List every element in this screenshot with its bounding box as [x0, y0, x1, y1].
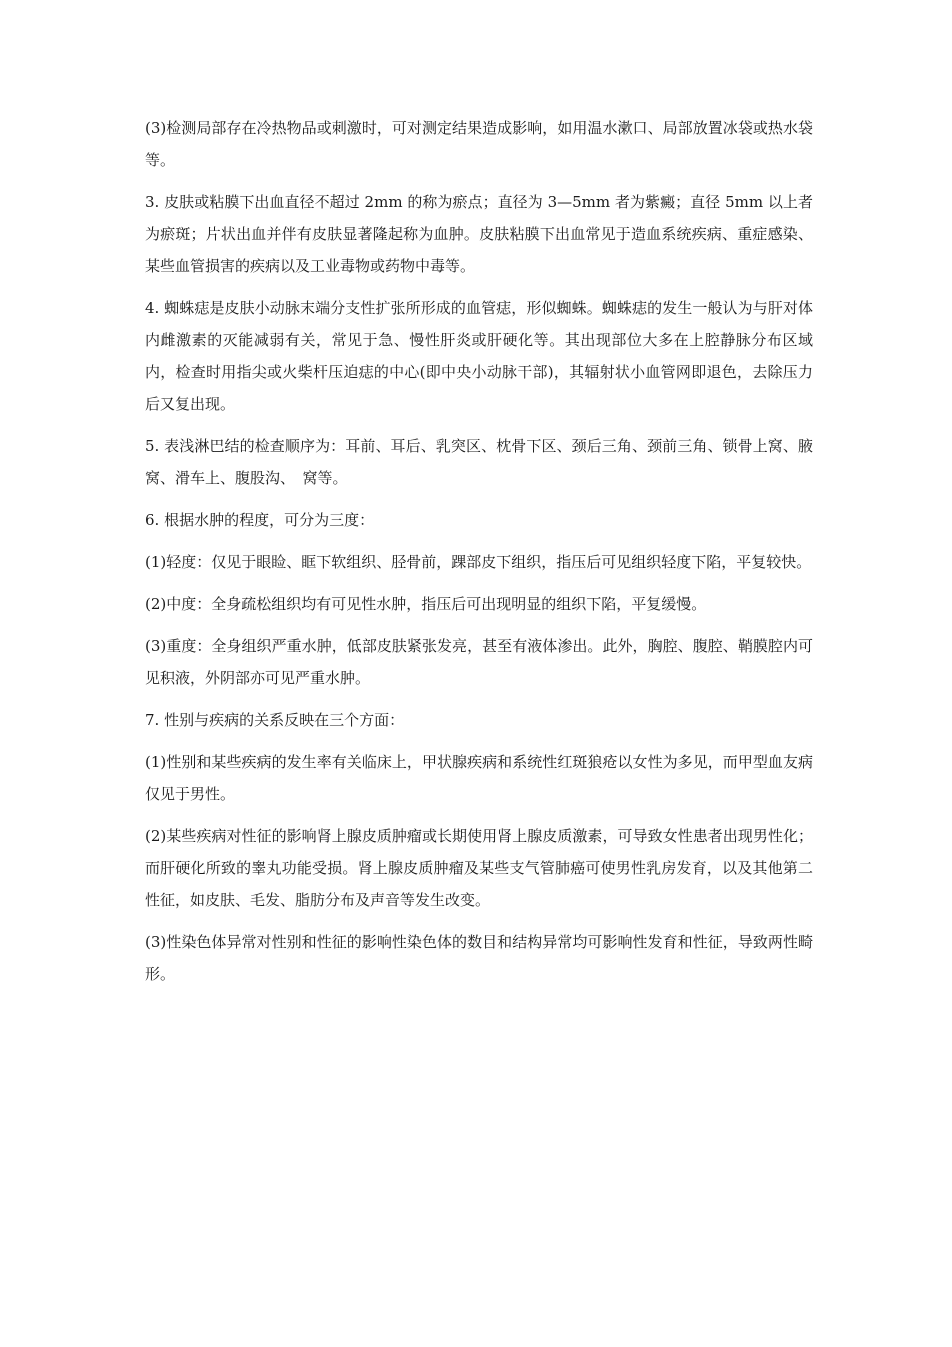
paragraph-sex-disease: 7. 性别与疾病的关系反映在三个方面： — [145, 711, 405, 729]
paragraph-temperature-note: (3)检测局部存在冷热物品或刺激时，可对测定结果造成影响，如用温水漱口、局部放置冰袋或热水袋等。 — [145, 119, 813, 169]
document-body — [145, 112, 813, 1000]
paragraph-edema-degrees: 6. 根据水肿的程度，可分为三度： — [145, 511, 375, 529]
paragraph-sex-chromosome: (3)性染色体异常对性别和性征的影响性染色体的数目和结构异常均可影响性发育和性征，导致两性畸形。 — [145, 933, 813, 983]
paragraph-edema-mild: (1)轻度：仅见于眼睑、眶下软组织、胫骨前，踝部皮下组织，指压后可见组织轻度下陷，平复较快。 — [145, 553, 812, 571]
paragraph-skin-bleeding: 3. 皮肤或粘膜下出血直径不超过 2mm 的称为瘀点；直径为 3—5mm 者为紫癜；直径 5mm 以上者为瘀斑；片状出血并伴有皮肤显著隆起称为血肿。皮肤粘膜下出血常见于造血系统疾病、重症感染、某些血管损害的疾病以及工业毒物或药物中毒等。 — [145, 193, 813, 275]
paragraph-lymph-node-order: 5. 表浅淋巴结的检查顺序为：耳前、耳后、乳突区、枕骨下区、颈后三角、颈前三角、锁骨上窝、腋窝、滑车上、腹股沟、 窝等。 — [145, 437, 813, 487]
paragraph-edema-severe: (3)重度：全身组织严重水肿，低部皮肤紧张发亮，甚至有液体渗出。此外，胸腔、腹腔、鞘膜腔内可见积液，外阴部亦可见严重水肿。 — [145, 637, 813, 687]
paragraph-sex-incidence: (1)性别和某些疾病的发生率有关临床上，甲状腺疾病和系统性红斑狼疮以女性为多见，而甲型血友病仅见于男性。 — [145, 753, 813, 803]
paragraph-sex-characteristics: (2)某些疾病对性征的影响肾上腺皮质肿瘤或长期使用肾上腺皮质激素，可导致女性患者出现男性化；而肝硬化所致的睾丸功能受损。肾上腺皮质肿瘤及某些支气管肺癌可使男性乳房发育，以及其他第二性征，如皮肤、毛发、脂肪分布及声音等发生改变。 — [145, 827, 813, 909]
paragraph-spider-nevus: 4. 蜘蛛痣是皮肤小动脉末端分支性扩张所形成的血管痣，形似蜘蛛。蜘蛛痣的发生一般认为与肝对体内雌激素的灭能减弱有关，常见于急、慢性肝炎或肝硬化等。其出现部位大多在上腔静脉分布区域内，检查时用指尖或火柴杆压迫痣的中心(即中央小动脉干部)，其辐射状小血管网即退色，去除压力后又复出现。 — [145, 299, 813, 413]
paragraph-edema-moderate: (2)中度：全身疏松组织均有可见性水肿，指压后可出现明显的组织下陷，平复缓慢。 — [145, 595, 707, 613]
